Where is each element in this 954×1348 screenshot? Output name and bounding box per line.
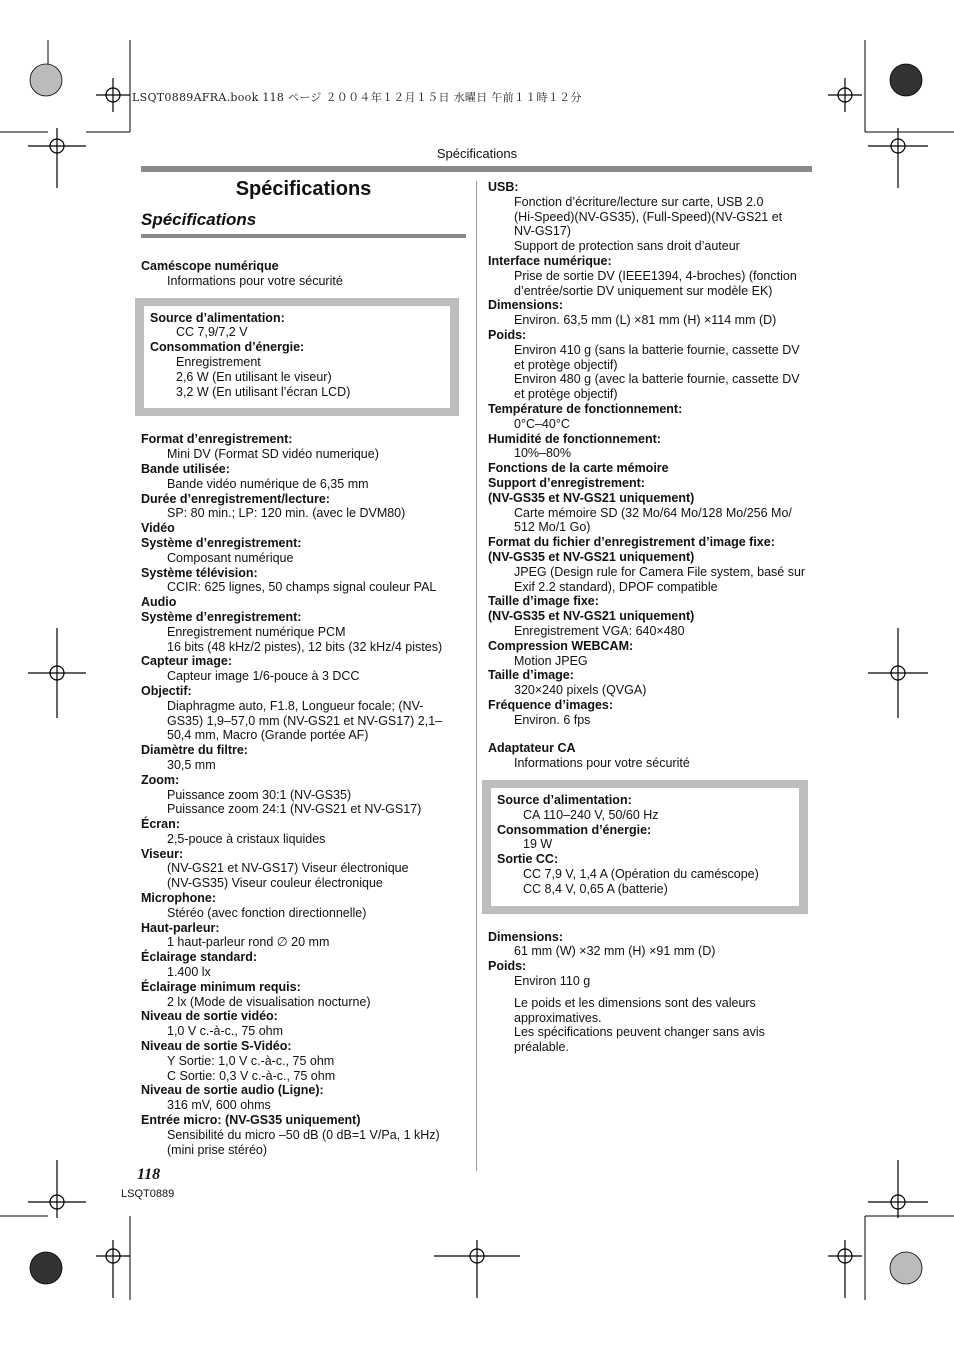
adapter-output-line: CC 8,4 V, 0,65 A (batterie) xyxy=(523,881,668,896)
spec-label: Taille d’image: xyxy=(488,668,574,683)
spec-label: Capteur image: xyxy=(141,654,232,669)
spec-label: Microphone: xyxy=(141,891,216,906)
spec-value: 2,5-pouce à cristaux liquides xyxy=(167,831,326,846)
spec-label: Zoom: xyxy=(141,772,180,787)
note-line: approximatives. xyxy=(514,1010,602,1025)
left-spec-list xyxy=(141,432,466,1157)
spec-label: Système télévision: xyxy=(141,565,258,580)
spec-value: 1,0 V c.-à-c., 75 ohm xyxy=(167,1024,284,1039)
spec-value: Puissance zoom 24:1 (NV-GS21 et NV-GS17) xyxy=(167,802,422,817)
spec-label: Éclairage minimum requis: xyxy=(141,979,301,994)
spec-label: Support d’enregistrement: xyxy=(488,475,645,490)
spec-label: Écran: xyxy=(141,817,180,832)
page-number: 118 xyxy=(137,1166,161,1183)
spec-value: Stéréo (avec fonction directionnelle) xyxy=(167,905,367,920)
spec-value: Motion JPEG xyxy=(514,653,588,668)
spec-label: Format d’enregistrement: xyxy=(141,432,293,447)
spec-label: USB: xyxy=(488,180,519,194)
spec-value: 316 mV, 600 ohms xyxy=(167,1098,271,1113)
adapter-spec-list xyxy=(488,930,812,989)
spec-label: Entrée micro: (NV-GS35 uniquement) xyxy=(141,1113,361,1128)
consumption-line: 3,2 W (En utilisant l’écran LCD) xyxy=(176,384,351,399)
spec-value: Mini DV (Format SD vidéo numerique) xyxy=(167,447,379,462)
spec-label: Système d’enregistrement: xyxy=(141,535,302,550)
column-divider xyxy=(476,181,477,1171)
spec-value: SP: 80 min.; LP: 120 min. (avec le DVM80) xyxy=(167,506,406,521)
spec-value: Diaphragme auto, F1.8, Longueur focale; (NV- xyxy=(167,698,424,713)
spec-label: Poids: xyxy=(488,327,527,342)
note-line: Les spécifications peuvent changer sans avis xyxy=(514,1025,765,1040)
note-line: Le poids et les dimensions sont des valeurs xyxy=(514,995,756,1010)
spec-label: Durée d’enregistrement/lecture: xyxy=(141,491,330,506)
spec-label: Vidéo xyxy=(141,521,175,536)
consumption-line: Enregistrement xyxy=(176,354,261,369)
spec-value: 50,4 mm, Macro (Grande portée AF) xyxy=(167,728,369,743)
adapter-source-label: Source d’alimentation: xyxy=(497,793,632,808)
spec-value: et protège objectif) xyxy=(514,387,618,402)
spec-label: Viseur: xyxy=(141,846,184,861)
spec-label: Niveau de sortie audio (Ligne): xyxy=(141,1083,324,1098)
consumption-label: Consommation d’énergie: xyxy=(150,340,305,355)
spec-value: 512 Mo/1 Go) xyxy=(514,520,591,535)
spec-label: Éclairage standard: xyxy=(141,950,258,965)
spec-value: Puissance zoom 30:1 (NV-GS35) xyxy=(167,787,352,802)
section-rule xyxy=(141,234,466,238)
spec-label: Dimensions: xyxy=(488,929,564,944)
spec-value: Environ 110 g xyxy=(514,974,591,989)
spec-label: Haut-parleur: xyxy=(141,920,220,935)
adapter-power-box xyxy=(482,780,808,914)
spec-value: Y Sortie: 1,0 V c.-à-c., 75 ohm xyxy=(167,1053,335,1068)
spec-label: Dimensions: xyxy=(488,298,564,313)
spec-value: Capteur image 1/6-pouce à 3 DCC xyxy=(167,669,360,684)
adapter-output-label: Sortie CC: xyxy=(497,852,559,867)
spec-value: JPEG (Design rule for Camera File system, basé sur xyxy=(514,564,806,579)
spec-value: 320×240 pixels (QVGA) xyxy=(514,683,647,698)
spec-value: CCIR: 625 lignes, 50 champs signal couleur PAL xyxy=(167,580,437,595)
spec-value: Environ. 6 fps xyxy=(514,712,591,727)
spec-value: Support de protection sans droit d’auteur xyxy=(514,239,740,254)
spec-label: Format du fichier d’enregistrement d’image fixe: xyxy=(488,535,775,550)
spec-value: Enregistrement VGA: 640×480 xyxy=(514,623,685,638)
print-header: LSQT0889AFRA.book 118 ページ ２００４年１２月１５日 水曜日 午前１１時１２分 xyxy=(132,91,582,104)
section-title: Spécifications xyxy=(141,210,257,229)
header-rule xyxy=(141,166,812,172)
spec-value: Sensibilité du micro –50 dB (0 dB=1 V/Pa, 1 kHz) xyxy=(167,1127,440,1142)
document-code: LSQT0889 xyxy=(121,1188,175,1200)
spec-value: 1 haut-parleur rond ∅ 20 mm xyxy=(167,935,330,950)
spec-label: Fonctions de la carte mémoire xyxy=(488,461,669,476)
spec-label: Audio xyxy=(141,595,177,610)
spec-value: Composant numérique xyxy=(167,550,294,565)
adapter-consumption-value: 19 W xyxy=(523,837,553,852)
camescope-value: Informations pour votre sécurité xyxy=(167,273,343,288)
adapter-value: Informations pour votre sécurité xyxy=(514,756,690,771)
spec-value: 16 bits (48 kHz/2 pistes), 12 bits (32 kHz/4 pistes) xyxy=(167,639,443,654)
camescope-power-box xyxy=(135,298,459,417)
spec-label: (NV-GS35 et NV-GS21 uniquement) xyxy=(488,549,695,564)
source-label: Source d’alimentation: xyxy=(150,310,285,325)
spec-value: Exif 2.2 standard), DPOF compatible xyxy=(514,579,718,594)
spec-label: Niveau de sortie S-Vidéo: xyxy=(141,1039,292,1054)
spec-label: Température de fonctionnement: xyxy=(488,401,683,416)
spec-value: 30,5 mm xyxy=(167,757,216,772)
right-column xyxy=(488,180,812,1055)
left-column xyxy=(141,259,466,1157)
spec-value: 10%–80% xyxy=(514,446,571,461)
spec-label: Humidité de fonctionnement: xyxy=(488,431,661,446)
spec-label: Interface numérique: xyxy=(488,253,612,268)
spec-label: (NV-GS35 et NV-GS21 uniquement) xyxy=(488,609,695,624)
spec-value: 61 mm (W) ×32 mm (H) ×91 mm (D) xyxy=(514,944,716,959)
spec-value: Fonction d’écriture/lecture sur carte, USB 2.0 xyxy=(514,194,764,209)
camescope-label: Caméscope numérique xyxy=(141,259,279,273)
spec-value: et protège objectif) xyxy=(514,357,618,372)
spec-value: C Sortie: 0,3 V c.-à-c., 75 ohm xyxy=(167,1068,336,1083)
spec-value: Environ. 63,5 mm (L) ×81 mm (H) ×114 mm (D) xyxy=(514,313,777,328)
spec-value: (NV-GS21 et NV-GS17) Viseur électronique xyxy=(167,861,409,876)
spec-label: Niveau de sortie vidéo: xyxy=(141,1009,278,1024)
adapter-output-line: CC 7,9 V, 1,4 A (Opération du caméscope) xyxy=(523,867,759,882)
spec-value: Enregistrement numérique PCM xyxy=(167,624,346,639)
running-title: Spécifications xyxy=(436,146,518,161)
spec-value: Bande vidéo numérique de 6,35 mm xyxy=(167,476,369,491)
spec-label: Fréquence d’images: xyxy=(488,697,614,712)
adapter-source-value: CA 110–240 V, 50/60 Hz xyxy=(523,807,659,822)
spec-value: (mini prise stéréo) xyxy=(167,1142,268,1157)
spec-value: NV-GS17) xyxy=(514,224,571,239)
spec-label: Compression WEBCAM: xyxy=(488,638,634,653)
adapter-label: Adaptateur CA xyxy=(488,741,576,756)
spec-value: 1.400 lx xyxy=(167,965,211,980)
spec-value: (NV-GS35) Viseur couleur électronique xyxy=(167,876,383,891)
spec-value: (Hi-Speed)(NV-GS35), (Full-Speed)(NV-GS21 et xyxy=(514,209,783,224)
spec-label: Poids: xyxy=(488,959,527,974)
spec-value: 2 lx (Mode de visualisation nocturne) xyxy=(167,994,371,1009)
note-line: préalable. xyxy=(514,1040,569,1055)
adapter-consumption-label: Consommation d’énergie: xyxy=(497,822,652,837)
spec-value: Environ 410 g (sans la batterie fournie, cassette DV xyxy=(514,342,800,357)
page-title: Spécifications xyxy=(235,178,372,200)
spec-label: Diamètre du filtre: xyxy=(141,743,248,758)
spec-label: (NV-GS35 et NV-GS21 uniquement) xyxy=(488,490,695,505)
spec-label: Taille d’image fixe: xyxy=(488,594,599,609)
spec-value: Prise de sortie DV (IEEE1394, 4-broches) (fonction xyxy=(514,268,797,283)
spec-label: Bande utilisée: xyxy=(141,461,230,476)
spec-value: Carte mémoire SD (32 Mo/64 Mo/128 Mo/256 Mo/ xyxy=(514,505,792,520)
spec-value: d’entrée/sortie DV uniquement sur modèle EK) xyxy=(514,283,773,298)
source-value: CC 7,9/7,2 V xyxy=(176,325,248,340)
spec-label: Système d’enregistrement: xyxy=(141,609,302,624)
spec-value: 0°C–40°C xyxy=(514,416,570,431)
spec-label: Objectif: xyxy=(141,683,192,698)
right-spec-list xyxy=(488,180,812,727)
spec-value: Environ 480 g (avec la batterie fournie, cassette DV xyxy=(514,372,800,387)
consumption-line: 2,6 W (En utilisant le viseur) xyxy=(176,369,332,384)
spec-value: GS35) 1,9–57,0 mm (NV-GS21 et NV-GS17) 2,1– xyxy=(167,713,443,728)
